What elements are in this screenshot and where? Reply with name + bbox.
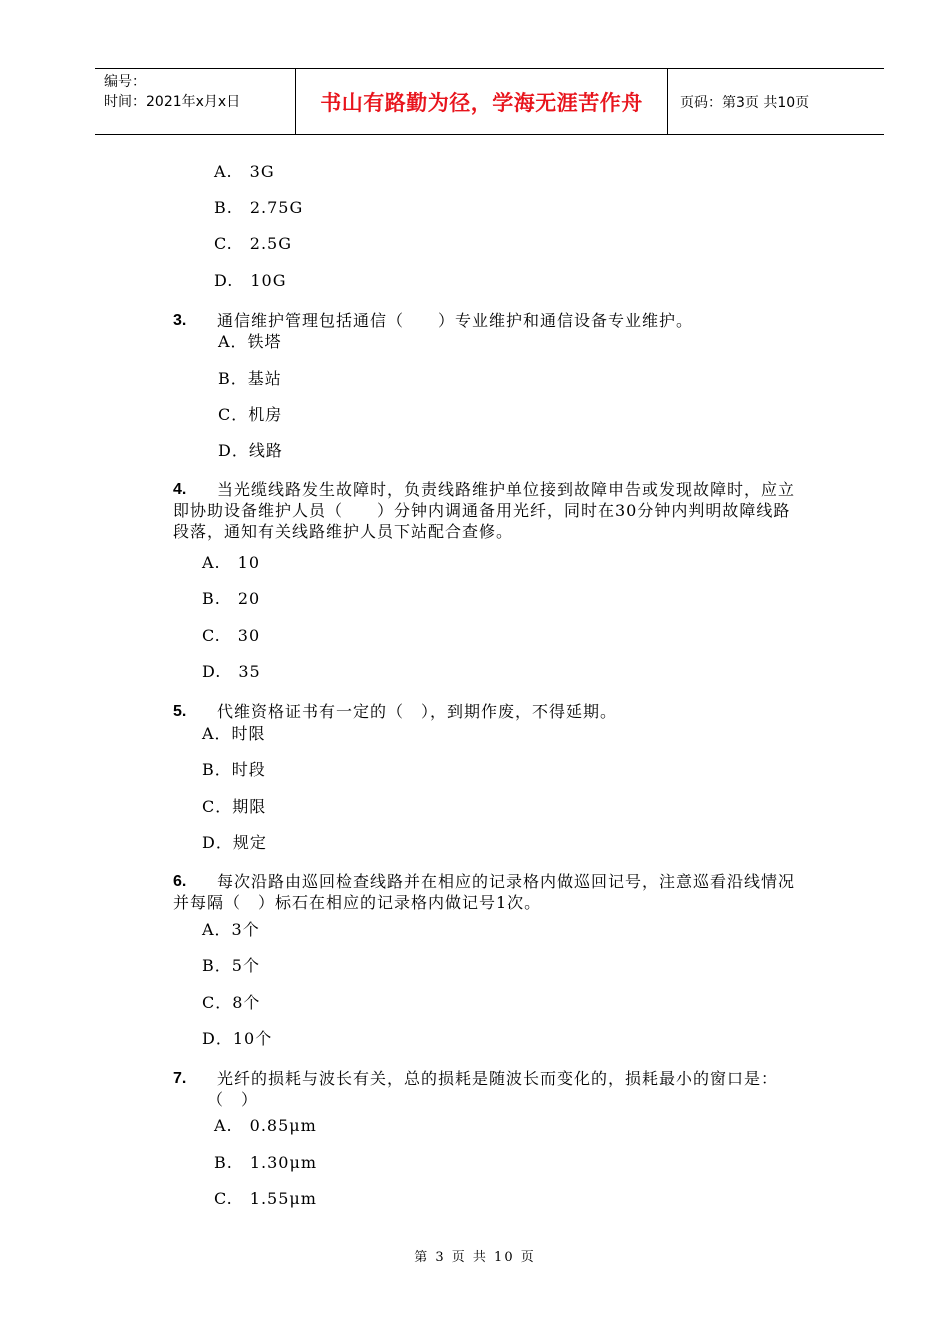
question-text: 光纤的损耗与波长有关，总的损耗是随波长而变化的，损耗最小的窗口是：（ ） [207,1069,779,1109]
option-6b: B．5个 [202,956,260,975]
option-7b: B. 1.30μm [214,1153,318,1172]
option-5c: C．期限 [202,797,267,816]
option-3d: D．线路 [218,441,283,460]
question-4 [173,479,805,542]
option-5b: B．时段 [202,760,266,779]
question-number: 7. [173,1070,187,1087]
option-3a: A．铁塔 [218,332,282,351]
question-text: 当光缆线路发生故障时，负责线路维护单位接到故障申告或发现故障时，应立即协助设备维护人员（ ）分钟内调通备用光纤，同时在30分钟内判明故障线路段落，通知有关线路维护人员下站配合查修。 [173,480,796,541]
option-4c: C. 30 [202,626,261,645]
question-7 [173,1068,783,1110]
option-7a: A. 0.85μm [214,1116,317,1135]
question-number: 6. [173,873,187,890]
time-label: 时间：2021年x月x日 [104,94,241,110]
question-number: 4. [173,481,187,498]
header-page-info: 页码：第3页 共10页 [680,94,810,111]
page-footer: 第 3 页 共 10 页 [414,1250,536,1265]
question-number: 5. [173,703,187,720]
question-text: 代维资格证书有一定的（ ），到期作废，不得延期。 [217,702,618,721]
header-meta [95,69,296,134]
serial-label: 编号： [104,74,146,90]
question-text: 每次沿路由巡回检查线路并在相应的记录格内做巡回记号，注意巡看沿线情况并每隔（ ）标石在相应的记录格内做记号1次。 [173,872,796,912]
question-number: 3. [173,312,187,329]
question-text: 通信维护管理包括通信（ ）专业维护和通信设备专业维护。 [217,311,694,330]
option-3b: B．基站 [218,369,282,388]
option-prev-d: D. 10G [214,271,287,290]
option-4d: D. 35 [202,662,261,681]
option-prev-a: A. 3G [214,162,275,181]
question-6 [173,871,807,913]
option-7c: C. 1.55μm [214,1189,317,1208]
header-motto: 书山有路勤为径，学海无涯苦作舟 [296,69,668,134]
question-5 [173,701,813,722]
option-prev-c: C. 2.5G [214,234,292,253]
option-5a: A．时限 [202,724,266,743]
option-6d: D．10个 [202,1029,273,1048]
option-5d: D．规定 [202,833,267,852]
option-4b: B. 20 [202,589,261,608]
question-3 [173,310,813,331]
option-prev-b: B. 2.75G [214,198,304,217]
option-6c: C．8个 [202,993,261,1012]
option-6a: A．3个 [202,920,260,939]
option-4a: A. 10 [202,553,261,572]
page-header [95,68,884,135]
option-3c: C．机房 [218,405,283,424]
